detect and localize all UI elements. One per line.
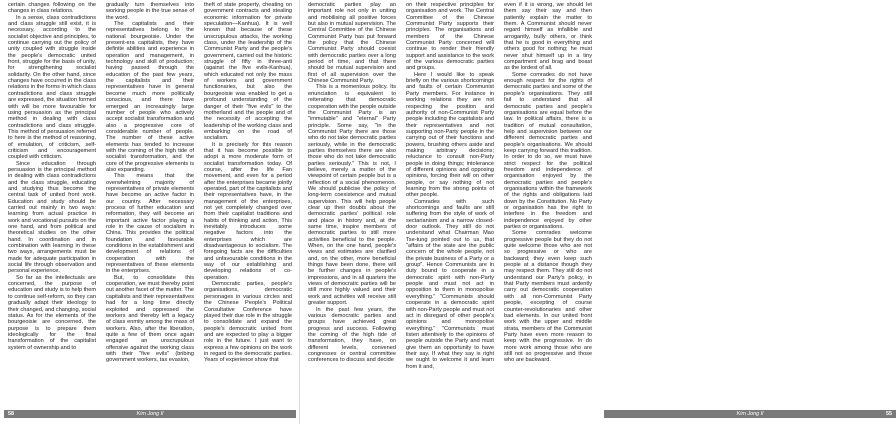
right-page-footer	[604, 410, 896, 418]
paragraph: theft of state property, cheating on government contracts and stealing economic information for private speculation—Kanhua). It is well known that because of these unscrupulous attacks, the working class, under the leadership of the Communist Party and the people's government, carried out the historic struggle of fifty in three-anti (against the five evils-Kanhua), which educated not only the mass of workers and government functionaries, but also the bourgeoisie was enabled to get a profound understanding of the danger of their "five evils" to the motherland and the people and of the necessity of accepting the leadership of the working class and embarking on the road of socialism.	[204, 2, 292, 142]
paragraph: In a sense, class contradictions and class struggle still exist, it is necessary, according to the socialist objective and principles, to continue carrying out the policy of unity coupled with struggle inside the people's democratic united front, struggle for the basis of unity, for strengthening socialist solidarity. On the other hand, since changes have occurred in the class relations in the forms in which class contradictions and class struggle are expressed, the situation formed with will be more favourable for using persuasion as the principal method in dealing with class contradictions and class struggle. This method of persuasion referred to here is the method of reasoning, of emulation, of criticism, self-criticism and encouragement coupled with criticism.	[8, 14, 96, 161]
paragraph: gradually turn themselves into working people in the true sense of the word.	[106, 2, 194, 21]
paragraph: It is precisely for this reason that it has become possible to adopt a more moderate form of socialist transformation today. Of course, after the life Fan movement, and even for a period after the enterprises became jointly operated, part of the capitalists and their representatives have, in the management of the enterprises, not yet completely changed over from their capitalist traditions and habits of thinking and action. This inevitably introduces some negative factors into the enterprises which are disadvantageous to socialism. The foregoing facts are the difficulties and unfavourable conditions in the way of our establishing and developing relations of co-operation.	[204, 141, 292, 281]
paragraph: democratic parties play an important role not only in uniting and mobilising all positive forces but also in mutual supervision. The Central Committee of the Chinese Communist Party has put forward the policy that the Chinese Communist Party should coexist with democratic parties over a long period of time, and that there should be mutual supervision and first of all supervision over the Chinese Communist Party.	[308, 2, 396, 85]
paragraph: Democratic parties, people's organisations, democratic personages in various circles and the Chinese People's Political Consultative Conference have played their due role in the struggle to consolidate and expand the people's democratic united front and are expected to play a bigger role in the future. I just want to express a few opinions on the work in regard to the democratic parties. Years of experience show that	[204, 281, 292, 364]
left-page-footer	[4, 410, 296, 418]
paragraph: The capitalists and their representatives belong to the national bourgeoisie. Under the present-era capitalists, they have definite abilities and experience in operation and management, in technology and skill of production; having passed through the education of the past few years, the capitalists and their representatives have in general become much more politically conscious, and there have emerged an increasingly large number of people who actively accept socialist transformation and also a progressive core of considerable number of people. The number of these active elements has tended to increase with the coming of the high tide of socialist transformation, and the core of the progressive elements is also expanding.	[106, 21, 194, 173]
text-column-1	[8, 2, 96, 404]
paragraph: This means that the overwhelming majority of representatives of private elements have become an active factor in our country. After necessary process of further education and reformation, they will become an important active factor playing a role in the cause of socialism in China. This provides the political foundation and favourable conditions in the establishment and development of relations of cooperation with the representatives of these elements in the enterprises.	[106, 173, 194, 275]
running-title-left: Kim Jong Il	[136, 411, 164, 417]
text-column-2	[106, 2, 194, 404]
paragraph: In the past few years, the various democratic parties and groups have achieved great progress and success. Following the coming of the high tide of transformation, they have, on different levels, convened congresses or central committee conferences to discuss and decide	[308, 306, 396, 364]
paragraph: certain changes following on the changes in class relations.	[8, 2, 96, 15]
paragraph: So far as the intellectuals are concerned, the purpose of education and study is to help them to continue self-reform, so they can gradually adapt their ideology to their changed, and changing, social status. As for the elements of the bourgeoisie are concerned, the purpose is to prepare them ideologically for the final transformation of the capitalist system of ownership and to	[8, 274, 97, 351]
paragraph: This is a momentous policy. Its enunciation is equivalent to reiterating that democratic cooperation with the people outside the Communist Party is an "immutable" and "eternal" Party principle. Some say, "in the Communist Party there are those who do not take democratic parties seriously, while in the democratic parties themselves there are also those who do not take democratic parties seriously." This is not, I believe, merely a matter of the viewpoint of certain people but is a reflection of a social phenomenon. We should publicise the policy of long-term coexistence and mutual supervision. This will help people clear up their doubts about the democratic parties' political role and place in history and, at the same time, inspire members of democratic parties to still more activities beneficial to the people. When, on the one hand, people's views and estimates are clarified and, on the other, more beneficial things have been done, there will be further changes in people's impressions, and in all quarters the views of democratic parties will be still more highly valued and their work and activities will receive still greater support.	[308, 84, 397, 307]
left-page	[0, 0, 300, 424]
text-column-4	[308, 2, 396, 404]
paragraph: But, to consolidate this cooperation, we must thereby point out another facet of the matter. The capitalists and their representatives had for a long time directly exploited and oppressed the workers and thereby left a legacy of class enmity among the mass of workers. Also, after the liberation, quite a few of them once again engaged an unscrupulous offensive against the working class with their "five evils" (bribing government workers, tax evasion,	[106, 274, 194, 364]
paragraph: Some comrades do not have enough respect for the rights of democratic parties and some of the people's organisations. They still fail to understand that all democratic parties and people's organisations are equal before the law. In political affairs, there is a tradition of mutual consultation, help and supervision between our different democratic parties and people's organisations. We should keep carrying forward this tradition. In order to do so, we must have strict respect for the political freedom and independence of organisation enjoyed by the democratic parties and people's organisations within the framework of the rights and obligations laid down by the Constitution. No Party or organisation has the right to interfere in the freedom and independence enjoyed by other parties or organisations.	[504, 71, 592, 231]
page-number-left: 58	[8, 411, 14, 417]
text-column-3	[204, 2, 292, 404]
page-number-right: 55	[886, 411, 892, 417]
right-page	[300, 0, 892, 424]
running-title-right: Kim Jong Il	[736, 411, 764, 417]
paragraph: Since education through persuasion is the principal method in dealing with class contradictions and the class struggle, educating and studying thus become the central task of united front work. Education and study should be carried out mainly in two ways: learning from actual practice in work and vocational pursuits on the one hand, and from political and theoretical studies on the other hand. In coordination and in combination with learning in these two ways, arrangements must be made for adequate participation in social life through observation and personal experience.	[8, 160, 96, 275]
paragraph: on their respective principles for organisation and work. The Central Committee of the Chinese Communist Party supports their principles. The organisations and members of the Chinese Communist Party concerned will continue to render their friendly support and assistance to the work of the various democratic parties and groups.	[406, 2, 494, 72]
text-column-5	[406, 2, 494, 404]
paragraph: Comrades with such shortcomings and faults are still suffering from the style of work of sectarianism and a narrow closed-door outlook. They still do not understand what Chairman Mao Tse-tung pointed out to us, that "affairs of the state are the public concern of the whole people, not the private business of a Party or a group". Hence Communists are in duty bound to cooperate in a democratic spirit with non-Party people and must not act in opposition to them in monopolise everything." "Communists should cooperate in a democratic spirit with non-Party people and must not act in disregard of other people's opinions and monopolise everything." "Communists must listen attentively to the opinions of people outside the Party and must give them an opportunity to have their say. If what they say is right we ought to welcome it and learn from it and,	[406, 198, 494, 370]
paragraph: Here I would like to speak briefly on the various shortcomings and faults of certain Communist Party members. For instance in working relations they are not respecting the position and authority of non-Communist Party people including the capitalists and their representatives and not supporting non-Party people in the carrying out of their functions and powers, brushing others aside and making arbitrary decisions; reluctance to consult non-Party people in doing things; intolerance of different opinions and opposing opinions, forcing their will on other people, or say nothing of not learning from the strong points of other people.	[406, 71, 494, 199]
text-column-6	[504, 2, 592, 404]
paragraph: Some comrades welcome progressive people but they do not quite welcome those who are not so progressive or who are backward; they even keep such people at a distance though they may respect them. They still do not understand our Party's policy, in that Party members must ardently carry out democratic cooperation with all non-Communist Party people, excepting of course counter-revolutionaries and other bad elements. In our united front work with the upper and middle strata, members of the Communist Party have even more reason to keep with the progressive. In do more work among those who are still not so progressive and those who are backward.	[504, 230, 592, 364]
paragraph: even if it is wrong, we should let them say their say and then patiently explain the matter to them. A Communist should never regard himself as infallible and arrogantly, bully others, or think that he is good in everything and others good for nothing; he must never shut himself up in a tiny compartment and brag and boast as the lordest of all.	[504, 2, 592, 72]
